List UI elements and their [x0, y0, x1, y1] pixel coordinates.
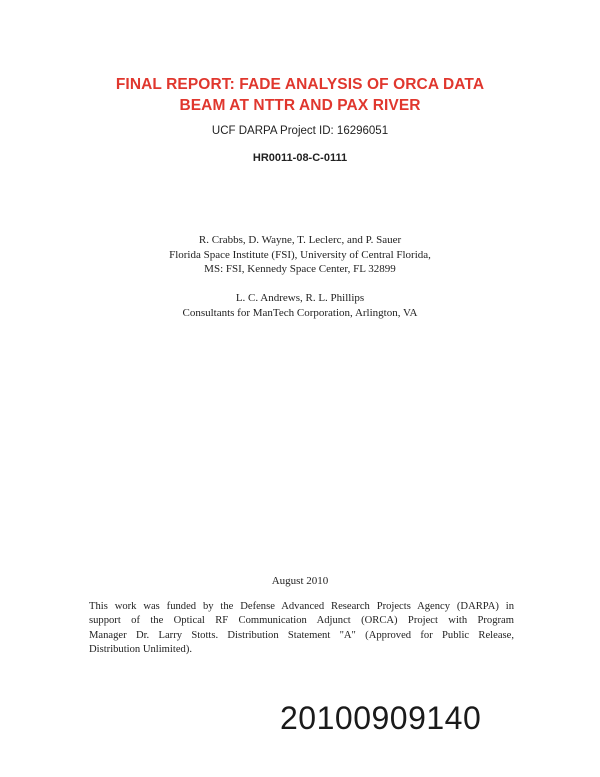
author-address: MS: FSI, Kennedy Space Center, FL 32899: [204, 263, 396, 275]
document-number: 20100909140: [280, 700, 482, 736]
consultant-names: L. C. Andrews, R. L. Phillips: [235, 292, 365, 304]
report-title-line-2: BEAM AT NTTR AND PAX RIVER: [179, 97, 421, 114]
funding-line-4: Distribution Unlimited).: [89, 643, 192, 655]
author-names: R. Crabbs, D. Wayne, T. Leclerc, and P. Sauer: [198, 234, 402, 246]
report-date: August 2010: [271, 575, 329, 587]
contract-number: HR0011-08-C-0111: [252, 152, 348, 164]
funding-line-1: This work was funded by the Defense Advanced Research Projects Agency (DARPA) in: [89, 601, 514, 612]
report-title-line-1: FINAL REPORT: FADE ANALYSIS OF ORCA DATA: [115, 76, 485, 93]
author-block-consultants: [60, 291, 540, 320]
funding-line-3: Manager Dr. Larry Stotts. Distribution Statement "A" (Approved for Public Release,: [89, 629, 514, 641]
report-title: [60, 74, 540, 116]
funding-line-2: support of the Optical RF Communication Adjunct (ORCA) Project with Program: [89, 615, 514, 627]
consultant-affiliation: Consultants for ManTech Corporation, Arlington, VA: [182, 306, 418, 319]
funding-statement: [89, 600, 514, 657]
author-affiliation: Florida Space Institute (FSI), University of Central Florida,: [169, 248, 431, 261]
project-id: UCF DARPA Project ID: 16296051: [211, 125, 389, 137]
author-block-fsi: [60, 233, 540, 277]
